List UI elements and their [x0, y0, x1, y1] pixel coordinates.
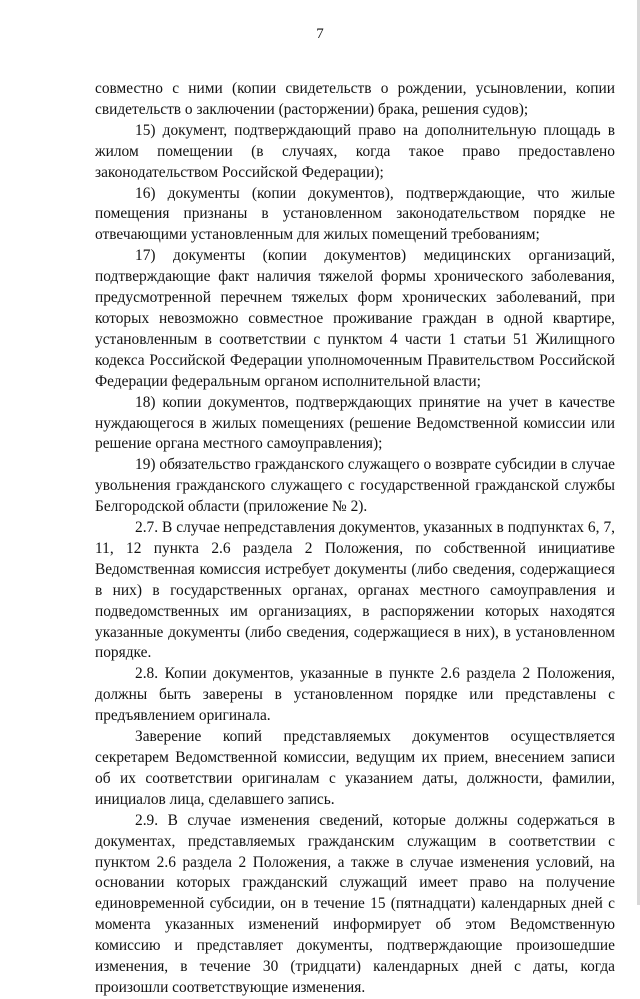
paragraph-clause-2-8: 2.8. Копии документов, указанные в пункте 2.6 раздела 2 Положения, должны быть заверены в установленном порядке или представлены с предъявлением оригинала.: [95, 665, 615, 725]
paragraph-item-15: 15) документ, подтверждающий право на дополнительную площадь в жилом помещении (в случаях, когда такое право предоставлено законодательством Российской Федерации);: [95, 121, 615, 181]
page-number: 7: [316, 26, 324, 42]
paragraph-continuation: совместно с ними (копии свидетельств о рождении, усыновлении, копии свидетельств о заключении (расторжении) брака, решения судов);: [95, 80, 615, 118]
document-body: [95, 79, 615, 999]
paragraph-clause-2-9: 2.9. В случае изменения сведений, которые должны содержаться в документах, представляемых гражданским служащим в соответствии с пунктом 2.6 раздела 2 Положения, а также в случае изменения условий, на основании которых гражданский служащий имеет право на получение единовременной субсидии, он в течение 15 (пятнадцати) календарных дней с момента указанных изменений информирует об этом Ведомственную комиссию и представляет документы, подтверждающие произошедшие изменения, в течение 30 (тридцати) календарных дней с даты, когда произошли соответствующие изменения.: [95, 811, 615, 996]
paragraph-item-18: 18) копии документов, подтверждающих принятие на учет в качестве нуждающегося в жилых помещениях (решение Ведомственной комиссии или решение органа местного самоуправления);: [95, 393, 615, 453]
paragraph-item-16: 16) документы (копии документов), подтверждающие, что жилые помещения признаны в установленном законодательством порядке не отвечающими установленным для жилых помещений требованиям;: [95, 184, 615, 244]
paragraph-item-17: 17) документы (копии документов) медицинских организаций, подтверждающие факт наличия тяжелой формы хронического заболевания, предусмотренной перечнем тяжелых форм хронических заболеваний, при которых невозможно совместное проживание граждан в одной квартире, установленным в соответствии с пунктом 4 части 1 статьи 51 Жилищного кодекса Российской Федерации уполномоченным Правительством Российской Федерации федеральным органом исполнительной власти;: [95, 247, 615, 390]
paragraph-item-19: 19) обязательство гражданского служащего о возврате субсидии в случае увольнения гражданского служащего с государственной гражданской службы Белгородской области (приложение № 2).: [95, 456, 615, 516]
paragraph-clause-2-7: 2.7. В случае непредставления документов, указанных в подпунктах 6, 7, 11, 12 пункта 2.6 раздела 2 Положения, по собственной инициативе Ведомственная комиссия истребует документы (либо сведения, содержащиеся в них) в государственных органах, органах местного самоуправления и подведомственных им организациях, в распоряжении которых находятся указанные документы (либо сведения, содержащиеся в них), в установленном порядке.: [95, 519, 615, 662]
paragraph-certification: Заверение копий представляемых документов осуществляется секретарем Ведомственной комиссии, ведущим их прием, внесением записи об их соответствии оригиналам с указанием даты, должности, фамилии, инициалов лица, сделавшего запись.: [95, 728, 615, 808]
